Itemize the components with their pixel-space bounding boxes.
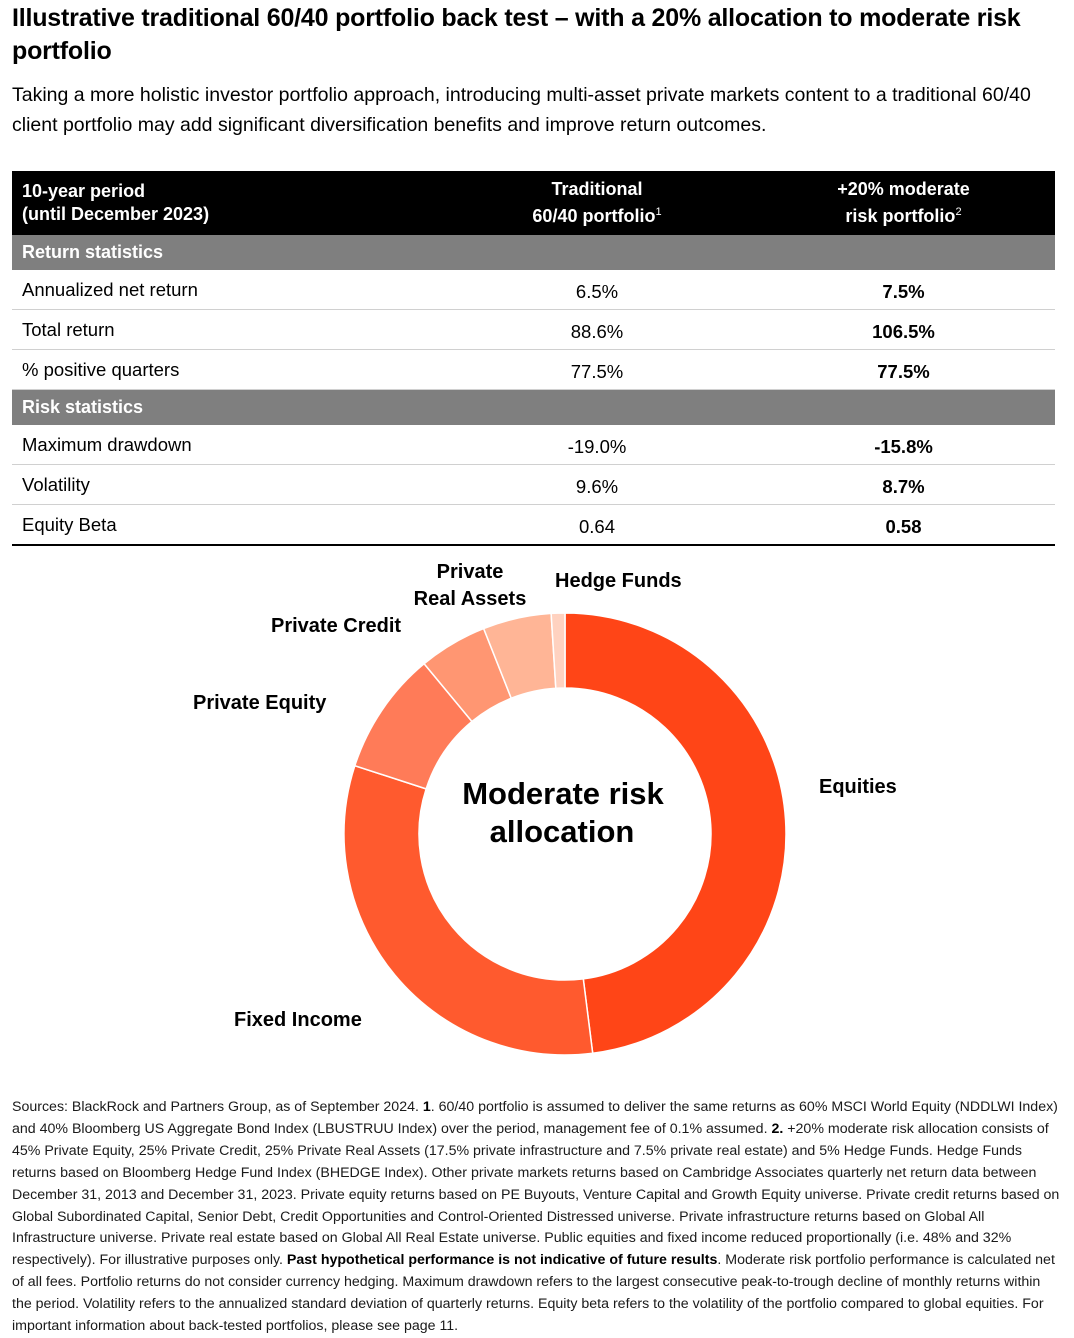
footnote-disclaimer: Past hypothetical performance is not indicative of future results [286, 1252, 718, 1269]
traditional-value: 88.6% [442, 310, 752, 350]
row-label: Total return [12, 310, 442, 350]
donut-center-label-line1: Moderate risk [462, 776, 664, 811]
row-label: Maximum drawdown [12, 425, 442, 465]
moderate-value: -15.8% [752, 425, 1055, 465]
footnote-marker-2: 2. [771, 1120, 784, 1137]
row-label: Equity Beta [12, 505, 442, 546]
row-label: Annualized net return [12, 270, 442, 310]
header-traditional-line1: Traditional [551, 179, 643, 199]
slice-label-fixed-income: Fixed Income [234, 1009, 362, 1031]
footnote-sources [12, 1097, 1062, 1338]
traditional-value: 6.5% [442, 270, 752, 310]
row-label: % positive quarters [12, 350, 442, 390]
header-period-line2: (until December 2023) [22, 204, 210, 224]
header-period-line1: 10-year period [22, 181, 146, 201]
traditional-value: -19.0% [442, 425, 752, 465]
header-moderate [752, 171, 1055, 235]
section-risk-statistics [12, 390, 1055, 426]
footnote-text: . Moderate risk portfolio performance is calculated net of all fees. Portfolio returns do not consider currency hedging. Maximum drawdown refers to the largest consecutive peak-to-trough decline of monthly returns within the period. Volatility refers to the annualized standard deviation of quarterly returns. Equity beta refers to the volatility of the portfolio compared to global equities. For important information about back-tested portfolios, please see page 11. [12, 1252, 1055, 1335]
slice-label-private-equity: Private Equity [193, 692, 327, 714]
footnote-marker-1: 1 [422, 1099, 431, 1115]
header-period [12, 171, 442, 235]
allocation-donut-chart [0, 540, 1074, 1080]
table-row [12, 310, 1055, 350]
footnote-ref-2: 2 [955, 206, 962, 218]
moderate-value: 0.58 [752, 505, 1055, 546]
header-traditional [442, 171, 752, 235]
traditional-value: 9.6% [442, 465, 752, 505]
header-moderate-line1: +20% moderate [837, 179, 970, 199]
header-traditional-line2: 60/40 portfolio [532, 206, 656, 226]
footnote-ref-1: 1 [655, 206, 662, 218]
section-return-statistics [12, 235, 1055, 270]
traditional-value: 77.5% [442, 350, 752, 390]
traditional-value: 0.64 [442, 505, 752, 546]
table-row [12, 505, 1055, 546]
moderate-value: 8.7% [752, 465, 1055, 505]
row-label: Volatility [12, 465, 442, 505]
moderate-value: 7.5% [752, 270, 1055, 310]
slice-label-private-credit: Private Credit [271, 615, 402, 637]
slice-label-private-real-assets-line2: Real Assets [413, 588, 527, 610]
footnote-text: Sources: BlackRock and Partners Group, as of September 2024. [12, 1099, 423, 1115]
header-moderate-line2: risk portfolio [845, 206, 956, 226]
slice-label-hedge-funds: Hedge Funds [555, 570, 682, 592]
page-title: Illustrative traditional 60/40 portfolio back test – with a 20% allocation to moderate risk portfolio [12, 4, 1021, 65]
slice-label-equities: Equities [819, 776, 897, 798]
statistics-table [12, 171, 1055, 546]
table-row [12, 270, 1055, 310]
footnote-text: +20% moderate risk allocation consists of 45% Private Equity, 25% Private Credit, 25% Private Real Assets (17.5% private infrastructure and 7.5% private real estate) and 5% Hedge Funds. Hedge Funds returns based on Bloomberg Hedge Fund Index (BHEDGE Index). Other private markets returns based on Cambridge Associates quarterly net return data between December 31, 2013 and December 31, 2023. Private equity returns based on PE Buyouts, Venture Capital and Growth Equity universe. Private credit returns based on Global Subordinated Capital, Senior Debt, Credit Opportunities and Control-Oriented Distressed universe. Private infrastructure returns based on Global All Infrastructure universe. Private real estate based on Global All Real Estate universe. Public equities and fixed income reduced proportionally (i.e. 48% and 32% respectively). For illustrative purposes only. [12, 1120, 1060, 1269]
table-header-row [12, 171, 1055, 235]
slice-label-private-real-assets-line1: Private [436, 561, 504, 583]
table-row [12, 425, 1055, 465]
table-row [12, 465, 1055, 505]
section-title: Return statistics [12, 235, 1055, 270]
section-title: Risk statistics [12, 390, 1055, 426]
donut-center-label-line2: allocation [489, 814, 635, 849]
footnote-text: . 60/40 portfolio is assumed to deliver the same returns as 60% MSCI World Equity (NDDLWI Index) and 40% Bloomberg US Aggregate Bond Index (LBUSTRUU Index) over the period, management fee of 0.1% assumed. [12, 1099, 1058, 1137]
moderate-value: 77.5% [752, 350, 1055, 390]
moderate-value: 106.5% [752, 310, 1055, 350]
page-subtitle: Taking a more holistic investor portfolio approach, introducing multi-asset private markets content to a traditional 60/40 client portfolio may add significant diversification benefits and improve return outcomes. [12, 84, 1031, 136]
table-row [12, 350, 1055, 390]
